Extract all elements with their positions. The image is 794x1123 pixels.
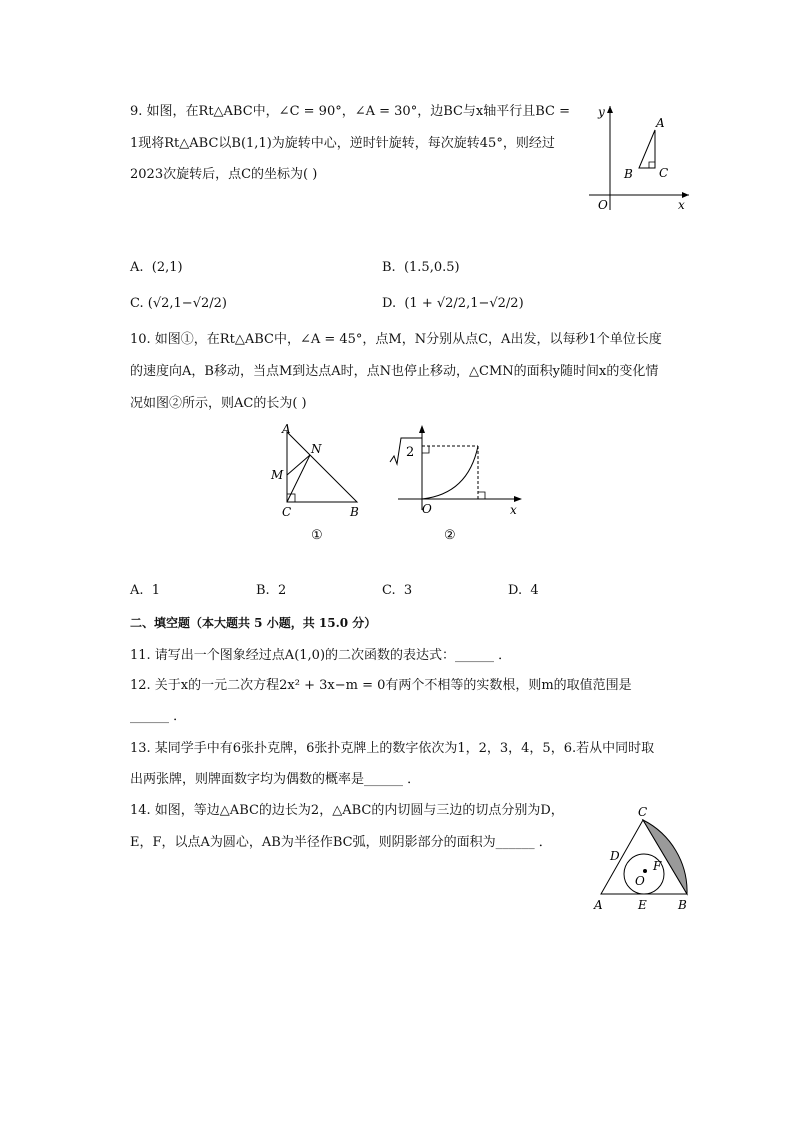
segment-mn <box>287 455 310 475</box>
label-o: O <box>422 502 432 516</box>
segment-cn <box>287 455 310 502</box>
q9-line-1: 9. 如图，在Rt△ABC中，∠C = 90°，∠A = 30°，边BC与x轴平行且BC = <box>130 104 571 119</box>
label-n: N <box>311 442 322 456</box>
caption-2: ② <box>444 528 456 543</box>
q10-option-d[interactable]: D. 4 <box>508 583 539 598</box>
label-o: O <box>635 874 645 888</box>
q10-line-3: 况如图②所示，则AC的长为( ) <box>130 396 307 411</box>
q9-line-3: 2023次旋转后，点C的坐标为( ) <box>130 167 318 182</box>
section-title: 二、填空题（本大题共 5 小题，共 15.0 分） <box>130 616 377 630</box>
q14-line-2: E，F，以点A为圆心，AB为半径作BC弧，则阴影部分的面积为______ ． <box>130 835 552 850</box>
y-value-label: 2 <box>406 445 415 460</box>
q12-line-2: ______ ． <box>130 709 187 724</box>
q9-line-2: 1现将Rt△ABC以B(1,1)为旋转中心，逆时针旋转，每次旋转45°，则经过 <box>130 136 555 151</box>
q10-figure-1 <box>265 418 370 548</box>
label-a: A <box>656 116 665 130</box>
q10-line-2: 的速度向A，B移动，当点M到达点A时，点N也停止移动，△CMN的面积y随时间x的变化情 <box>130 364 659 379</box>
caption-1: ① <box>311 528 323 543</box>
x-arrow-icon <box>514 496 522 502</box>
q10-option-b[interactable]: B. 2 <box>256 583 287 598</box>
label-b: B <box>678 898 687 912</box>
label-b: B <box>624 167 633 181</box>
q9-option-c[interactable]: C. (√2,1−√2/2) <box>130 296 227 311</box>
label-c: C <box>659 166 669 180</box>
label-d: D <box>610 849 620 863</box>
label-e: E <box>638 898 647 912</box>
right-angle-mark <box>287 494 295 502</box>
label-c: C <box>638 805 648 819</box>
q9-option-a[interactable]: A. (2,1) <box>130 260 183 275</box>
label-o: O <box>598 198 608 212</box>
q11-line: 11. 请写出一个图象经过点A(1,0)的二次函数的表达式：______ ． <box>130 648 512 663</box>
area-curve <box>422 446 478 499</box>
y-arrow-icon <box>419 425 425 433</box>
label-y: y <box>598 105 605 119</box>
label-x: x <box>678 198 685 212</box>
label-b: B <box>350 505 359 519</box>
q13-line-1: 13. 某同学手中有6张扑克牌，6张扑克牌上的数字依次为1，2，3，4，5，6.若从中同时取 <box>130 741 655 756</box>
label-m: M <box>271 468 284 482</box>
q10-line-1: 10. 如图①，在Rt△ABC中，∠A = 45°，点M，N分别从点C，A出发，以每秒1个单位长度 <box>130 332 662 347</box>
label-a: A <box>594 898 603 912</box>
q9-option-b[interactable]: B. (1.5,0.5) <box>382 260 460 275</box>
label-x: x <box>510 503 517 517</box>
label-c: C <box>282 505 292 519</box>
right-angle-mark-bottom <box>478 492 485 499</box>
label-f: F <box>653 859 662 873</box>
q10-option-c[interactable]: C. 3 <box>382 583 413 598</box>
label-a: A <box>282 422 291 436</box>
q13-line-2: 出两张牌，则牌面数字均为偶数的概率是______ ． <box>130 772 421 787</box>
center-o <box>643 869 647 873</box>
q12-line-1: 12. 关于x的一元二次方程2x² + 3x−m = 0有两个不相等的实数根，则m的取值范围是 <box>130 678 632 693</box>
q14-figure <box>588 800 698 915</box>
right-angle-mark-top <box>422 446 429 453</box>
q9-option-d[interactable]: D. (1 + √2/2,1−√2/2) <box>382 296 524 311</box>
q10-figure-2 <box>383 422 528 548</box>
q10-option-a[interactable]: A. 1 <box>130 583 161 598</box>
right-angle-mark <box>649 162 655 168</box>
q9-figure <box>585 100 695 215</box>
q14-line-1: 14. 如图，等边△ABC的边长为2，△ABC的内切圆与三边的切点分别为D， <box>130 803 564 818</box>
y-arrow-icon <box>607 106 613 113</box>
triangle-acb <box>287 432 357 502</box>
